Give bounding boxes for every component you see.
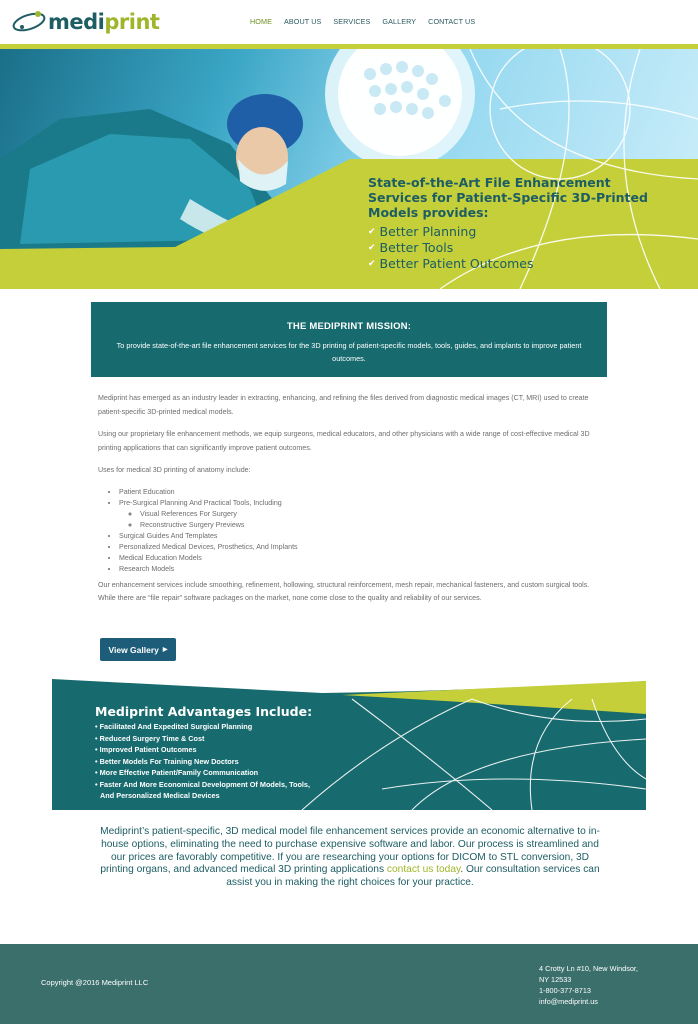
intro-paragraph: Mediprint has emerged as an industry leader in extracting, enhancing, and refining the files derived from diagnostic medical images (CT, MRI) used to create patient-specific 3D-printed medical models.	[98, 394, 589, 416]
hero-benefit-label: Better Planning	[379, 224, 477, 239]
list-item: • Improved Patient Outcomes	[95, 744, 315, 756]
list-item: • Facilitated And Expedited Surgical Planning	[95, 721, 315, 733]
logo[interactable]	[12, 7, 159, 37]
hero-title: State-of-the-Art File Enhancement Services for Patient-Specific 3D-Printed Models provides:	[368, 175, 648, 220]
hero-text-block	[368, 175, 668, 272]
check-icon: ✔	[368, 243, 376, 253]
hero-banner	[0, 49, 698, 289]
logo-orbit-icon	[12, 7, 48, 37]
hero-benefit-label: Better Patient Outcomes	[379, 256, 534, 271]
list-item: • Personalized Medical Devices, Prosthetics, And Implants	[119, 542, 606, 553]
hero-benefit	[368, 224, 668, 240]
view-gallery-button[interactable]	[100, 638, 176, 661]
list-item: • Reduced Surgery Time & Cost	[95, 733, 315, 745]
list-item: • More Effective Patient/Family Communication	[95, 767, 315, 779]
nav-home[interactable]: HOME	[250, 17, 272, 26]
mission-text: To provide state-of-the-art file enhancement services for the 3D printing of patient-specific models, tools, guides, and implants to improve patient outcomes.	[116, 341, 582, 363]
mission-heading: THE MEDIPRINT MISSION:	[286, 321, 412, 332]
list-item: • Faster And More Economical Development Of Models, Tools, And Personalized Medical Devices	[95, 779, 315, 802]
mission-box	[91, 302, 607, 377]
main-nav	[250, 17, 487, 26]
hero-benefit	[368, 240, 668, 256]
main-content	[98, 392, 606, 615]
nav-contact-us[interactable]: CONTACT US	[428, 17, 476, 26]
uses-intro: Uses for medical 3D printing of anatomy include:	[98, 466, 251, 474]
list-item: • Better Models For Training New Doctors	[95, 756, 315, 768]
closing-text-start: Mediprint’s patient-specific, 3D medical model file enhancement services provide an economic alternative to in-house options, eliminating the need to purchase expensive software and labor. Our process is streamlined and our prices are favorably competitive. If you are researching your options for DICOM to STL conversion, 3D printing organs, and advanced medical 3D printing applications	[100, 826, 600, 876]
list-item-label: Pre-Surgical Planning And Practical Tools, Including	[119, 498, 282, 507]
nav-gallery[interactable]: GALLERY	[382, 17, 417, 26]
advantages-list	[95, 721, 315, 802]
list-item: • Research Models	[119, 564, 606, 575]
logo-text-print: print	[104, 10, 160, 34]
closing-text-end: . Our consultation services can assist you in making the right choices for your practice.	[226, 864, 600, 889]
list-item	[119, 498, 606, 531]
list-item: • Medical Education Models	[119, 553, 606, 564]
hero-benefit-label: Better Tools	[379, 240, 454, 255]
uses-list	[119, 487, 606, 575]
hero-benefits-list	[368, 224, 668, 272]
copyright: Copyright @2016 Mediprint LLC	[41, 978, 149, 987]
contact-info	[539, 963, 669, 1007]
logo-text	[48, 10, 159, 34]
advantages-panel	[52, 679, 646, 810]
check-icon: ✔	[368, 227, 376, 237]
closing-paragraph	[96, 826, 604, 890]
advantages-title: Mediprint Advantages Include:	[95, 704, 313, 719]
view-gallery-label: View Gallery	[108, 644, 159, 655]
address-line-2: NY 12533	[539, 975, 572, 984]
nav-about-us[interactable]: ABOUT US	[283, 17, 322, 26]
email-link[interactable]: info@mediprint.us	[539, 997, 598, 1006]
nav-services[interactable]: SERVICES	[333, 17, 371, 26]
list-item: • Patient Education	[119, 487, 606, 498]
services-paragraph: Our enhancement services include smoothing, refinement, hollowing, structural reinforcement, mesh repair, mechanical fasteners, and custom surgical tools. While there are “file repair” software packages on the market, none come close to the quality and reliability of our services.	[98, 580, 590, 602]
hero-benefit	[368, 256, 668, 272]
sub-uses-list	[140, 509, 606, 531]
check-icon: ✔	[368, 259, 376, 269]
contact-us-link[interactable]: contact us today	[386, 864, 461, 876]
site-header	[0, 0, 698, 44]
methods-paragraph: Using our proprietary file enhancement methods, we equip surgeons, medical educators, and other physicians with a wide range of cost-effective medical 3D printing applications that can significantly improve patient outcomes.	[98, 430, 590, 452]
address-line-1: 4 Crotty Ln #10, New Windsor,	[539, 964, 638, 973]
site-footer	[0, 944, 698, 1024]
caret-right-icon: ▶	[162, 647, 168, 653]
logo-text-medi: medi	[48, 10, 105, 34]
list-item: • Surgical Guides And Templates	[119, 531, 606, 542]
list-item: ◦ Visual References For Surgery	[140, 509, 606, 520]
phone-number[interactable]: 1-800-377-8713	[539, 986, 591, 995]
list-item: ◦ Reconstructive Surgery Previews	[140, 520, 606, 531]
